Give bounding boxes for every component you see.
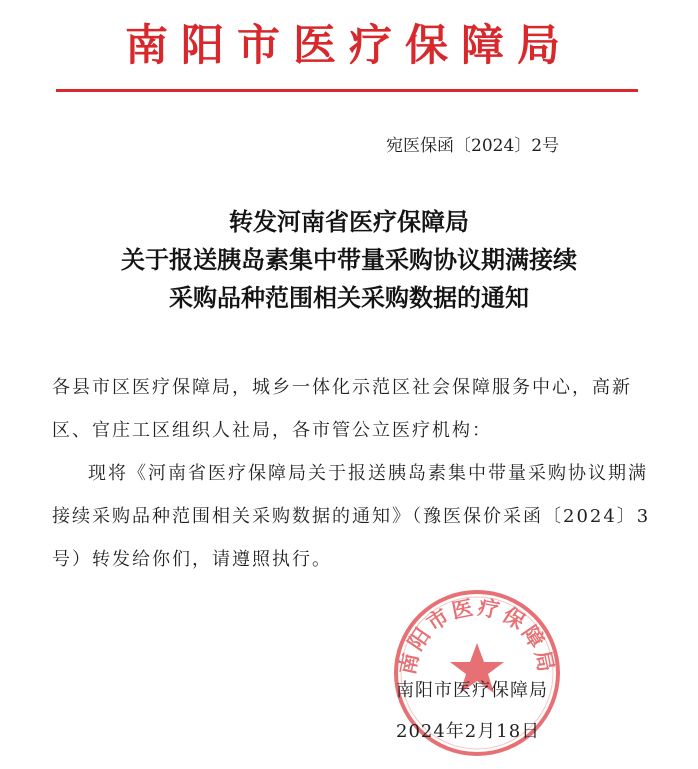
title-line-3: 采购品种范围相关采购数据的通知 xyxy=(169,284,529,312)
signer-name: 南阳市医疗保障局 xyxy=(396,680,548,701)
letterhead-rule xyxy=(56,89,638,92)
title-line-2: 关于报送胰岛素集中带量采购协议期满接续 xyxy=(121,246,577,274)
agency-letterhead: 南阳市医疗保障局 xyxy=(125,21,573,71)
document-title xyxy=(0,203,698,317)
addressee-paragraph: 各县市区医疗保障局，城乡一体化示范区社会保障服务中心，高新区、官庄工区组织人社局，各市管公立医疗机构： xyxy=(52,377,632,441)
seal-text: 南阳市医疗保障局 xyxy=(394,594,560,677)
document-number: 宛医保函〔2024〕2号 xyxy=(386,136,560,156)
title-line-1: 转发河南省医疗保障局 xyxy=(229,208,469,236)
signature-date: 2024年2月18日 xyxy=(396,721,541,742)
body-paragraph: 现将《河南省医疗保障局关于报送胰岛素集中带量采购协议期满接续采购品种范围相关采购数据的通知》（豫医保价采函〔2024〕3号）转发给你们，请遵照执行。 xyxy=(52,463,651,570)
